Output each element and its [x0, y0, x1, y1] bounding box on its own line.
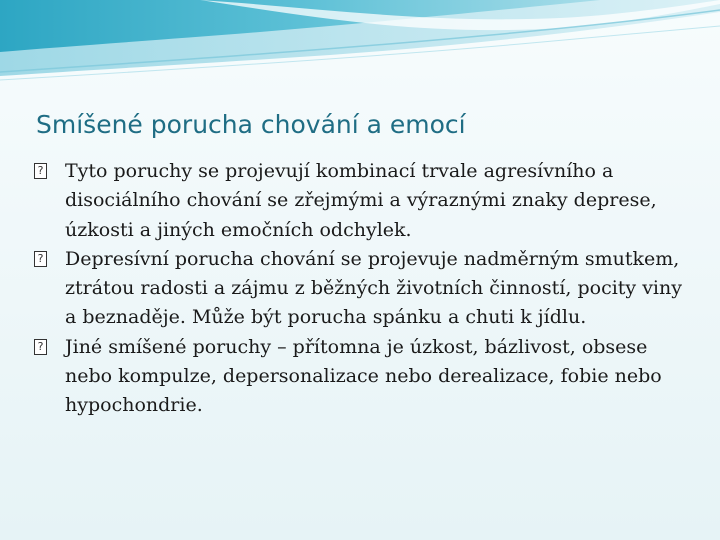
bullet-text: Depresívní porucha chování se projevuje nadměrným smutkem, ztrátou radosti a zájmu z běžných životních činností, pocity viny a beznaděje. Může být porucha spánku a chuti k jídlu.	[65, 247, 682, 329]
bullet-text: Tyto poruchy se projevují kombinací trvale agresívního a disociálního chování se zřejmými a výraznými znaky deprese, úzkosti a jiných emočních odchylek.	[65, 160, 657, 241]
slide-title: Smíšené porucha chování a emocí	[36, 110, 466, 139]
bullet-item	[32, 333, 682, 421]
missing-glyph-bullet-icon: ?	[34, 339, 47, 355]
decorative-wave-header	[0, 0, 720, 90]
missing-glyph-bullet-icon: ?	[34, 163, 47, 179]
bullet-item	[32, 245, 682, 333]
missing-glyph-bullet-icon: ?	[34, 251, 47, 267]
bullet-list	[32, 157, 682, 421]
bullet-text: Jiné smíšené poruchy – přítomna je úzkost, bázlivost, obsese nebo kompulze, depersonalizace nebo derealizace, fobie nebo hypochondrie.	[65, 335, 662, 417]
bullet-item	[32, 157, 682, 245]
